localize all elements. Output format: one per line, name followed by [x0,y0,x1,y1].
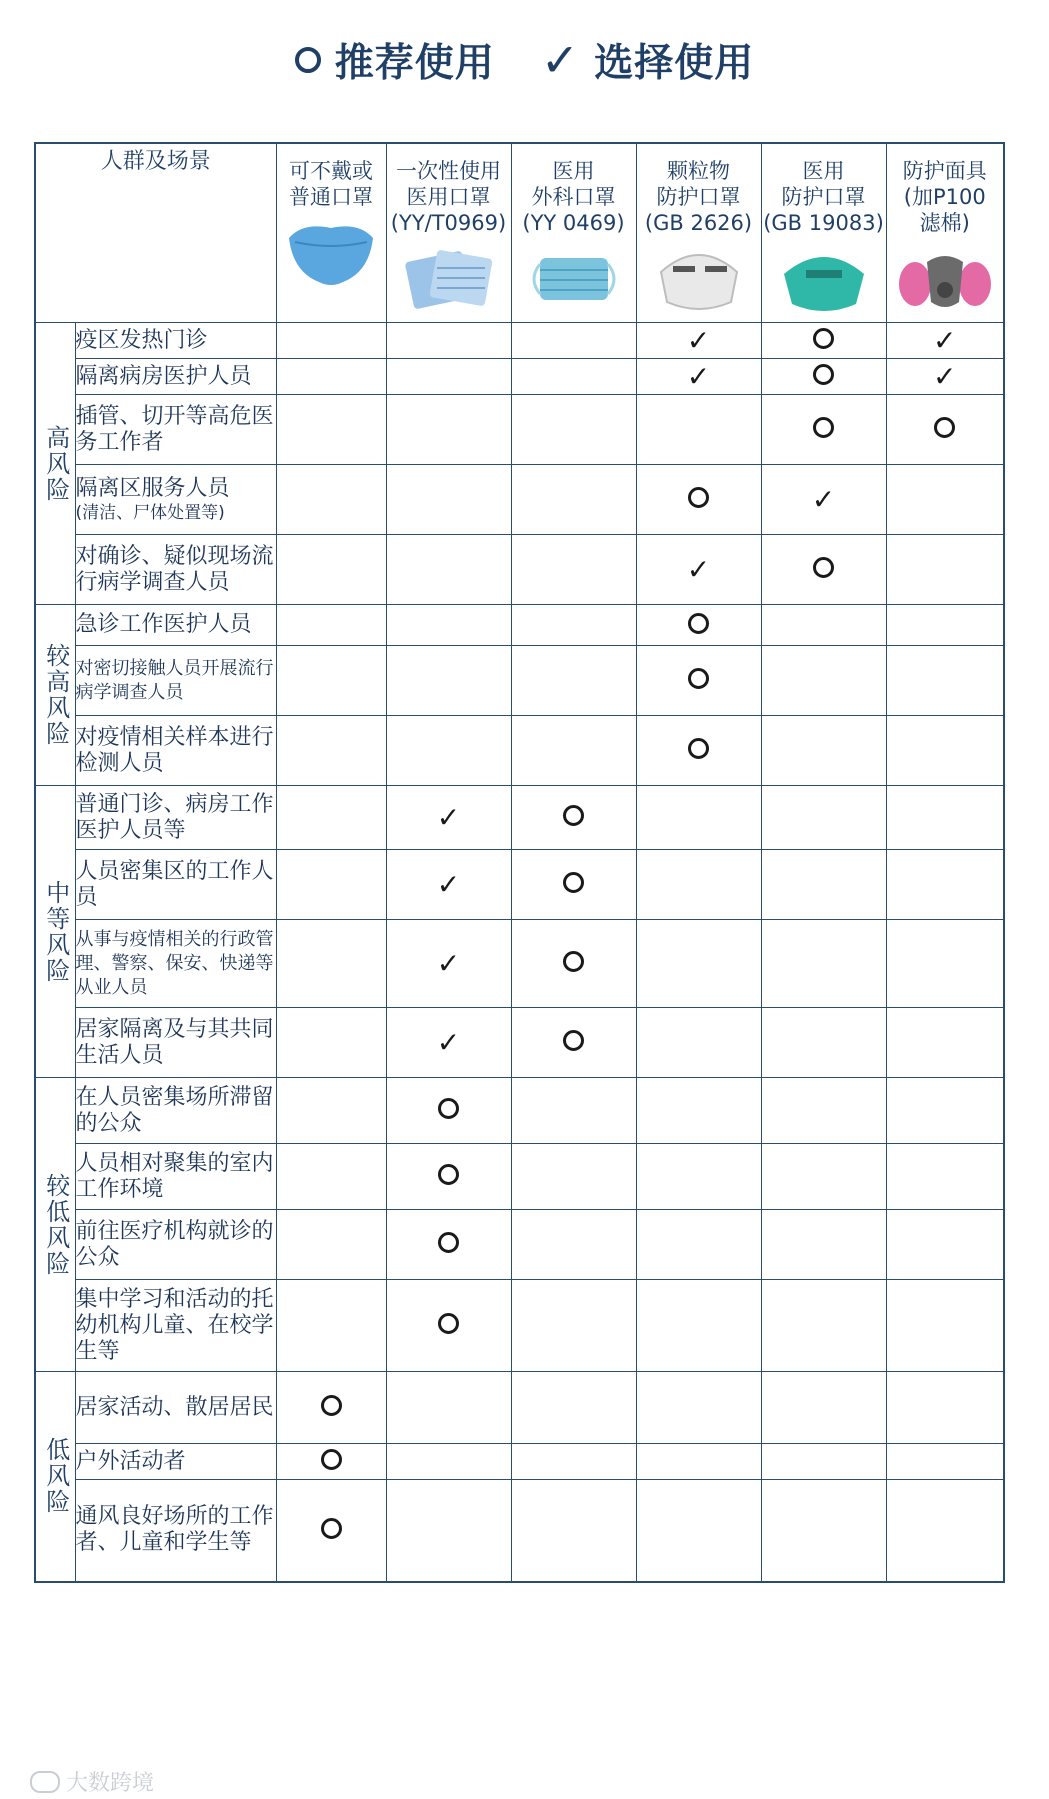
risk-level-label: 较低风险 [35,1078,75,1372]
table-row [35,535,1004,605]
column-header-label: 颗粒物 防护口罩 (GB 2626) [644,159,753,235]
mark-cell [511,395,636,465]
column-header-label: 防护面具 (加P100 滤棉) [902,159,987,235]
mark-cell [386,1008,511,1078]
check-icon: ✓ [933,323,957,357]
circle-icon [813,557,834,578]
mark-cell [276,1144,386,1210]
mark-cell [511,1144,636,1210]
mark-cell [276,786,386,850]
surgical-mask-icon [512,242,636,322]
mark-cell [511,359,636,395]
mark-cell [636,395,761,465]
mask-recommendation-table [34,142,1005,1583]
column-header-label: 医用 外科口罩 (YY 0469) [522,159,625,235]
mark-cell [886,1280,1004,1372]
circle-icon [563,872,584,893]
mark-cell [886,1480,1004,1582]
table-row [35,920,1004,1008]
scene-label: 疫区发热门诊 [75,327,208,353]
mark-cell [886,1444,1004,1480]
mark-cell [386,1144,511,1210]
scene-label: 对确诊、疑似现场流行病学调查人员 [75,543,274,595]
mark-cell [511,850,636,920]
medical-n95-icon [762,242,886,322]
scene-cell [75,1210,276,1280]
watermark-text: 大数跨境 [66,1771,155,1796]
mark-cell [761,1008,886,1078]
table-row [35,716,1004,786]
column-header [511,143,636,323]
mark-cell [636,920,761,1008]
mark-cell [276,359,386,395]
column-header [276,143,386,323]
circle-icon [563,805,584,826]
mark-cell [636,1210,761,1280]
column-header-label: 医用 防护口罩 (GB 19083) [763,159,884,235]
scene-cell [75,1008,276,1078]
watermark [30,1766,154,1797]
mark-cell [386,850,511,920]
mark-cell [761,359,886,395]
mark-cell [886,1210,1004,1280]
check-icon: ✓ [436,946,461,980]
mark-cell [636,1144,761,1210]
scene-cell [75,1078,276,1144]
mark-cell [511,920,636,1008]
mark-cell [386,1372,511,1444]
mark-cell [386,535,511,605]
mark-cell [276,535,386,605]
mark-cell [276,605,386,646]
circle-icon [688,668,709,689]
mark-cell [636,465,761,535]
mark-cell [886,535,1004,605]
scene-label: 对密切接触人员开展流行病学调查人员 [75,657,274,703]
mark-cell [886,920,1004,1008]
scene-cell [75,395,276,465]
mark-cell [636,850,761,920]
mark-cell [636,1078,761,1144]
mark-cell [761,1078,886,1144]
mark-cell [761,646,886,716]
watermark-logo-icon [30,1771,60,1793]
check-icon: ✓ [436,867,461,901]
legend-title [0,30,1049,90]
circle-icon [438,1098,459,1119]
table-row [35,786,1004,850]
legend-optional-label: 选择使用 [594,41,755,86]
scene-cell [75,786,276,850]
circle-icon [321,1395,342,1416]
check-icon: ✓ [811,482,836,516]
scene-label: 隔离病房医护人员 [75,363,252,389]
table-row [35,1280,1004,1372]
scene-cell [75,850,276,920]
mark-cell [276,1372,386,1444]
scene-label: 普通门诊、病房工作医护人员等 [75,791,274,843]
mark-cell [636,716,761,786]
mark-cell [761,716,886,786]
mark-cell [511,1444,636,1480]
table-row [35,1210,1004,1280]
scene-sublabel: (清洁、尸体处置等) [75,502,225,523]
disposable-mask-pack-icon [387,242,511,322]
circle-icon [438,1232,459,1253]
scene-label: 集中学习和活动的托幼机构儿童、在校学生等 [75,1286,274,1364]
mark-cell [386,1210,511,1280]
mark-cell [511,1078,636,1144]
mark-cell [511,465,636,535]
circle-icon [563,1030,584,1051]
mark-cell [636,535,761,605]
check-icon: ✓ [436,800,461,834]
scene-cell [75,465,276,535]
check-icon: ✓ [933,359,957,393]
sponge-mask-icon [277,216,386,296]
mark-cell [276,646,386,716]
mark-cell [386,465,511,535]
mark-cell [636,646,761,716]
mark-cell [886,323,1004,359]
mark-cell [276,465,386,535]
mark-cell [386,1480,511,1582]
scene-label: 隔离区服务人员 [75,475,230,501]
mark-cell [511,1008,636,1078]
scene-header: 人群及场景 [35,143,276,323]
scene-label: 急诊工作医护人员 [75,612,252,637]
circle-icon [813,364,834,385]
circle-icon [688,613,709,634]
mark-cell [886,1144,1004,1210]
scene-cell [75,359,276,395]
mark-cell [276,1078,386,1144]
mark-cell [886,716,1004,786]
column-header-label: 一次性使用 医用口罩 (YY/T0969) [390,159,507,235]
mark-cell [636,605,761,646]
check-icon: ✓ [436,1025,461,1059]
scene-cell [75,1372,276,1444]
mark-cell [386,359,511,395]
scene-label: 在人员密集场所滞留的公众 [75,1084,274,1136]
mark-cell [276,1444,386,1480]
mark-cell [386,1444,511,1480]
scene-cell [75,1144,276,1210]
mark-cell [761,1144,886,1210]
table-row [35,850,1004,920]
mark-cell [511,1280,636,1372]
mark-cell [636,1372,761,1444]
mark-cell [761,920,886,1008]
mark-cell [761,1210,886,1280]
scene-label: 居家隔离及与其共同生活人员 [75,1016,274,1068]
mark-cell [636,1280,761,1372]
mark-cell [276,850,386,920]
scene-cell [75,716,276,786]
mark-cell [386,920,511,1008]
table-row [35,465,1004,535]
mark-cell [761,1372,886,1444]
mark-cell [511,1480,636,1582]
circle-icon [438,1313,459,1334]
mark-cell [636,786,761,850]
mark-cell [636,359,761,395]
mark-cell [886,359,1004,395]
column-header [386,143,511,323]
scene-label: 通风良好场所的工作者、儿童和学生等 [75,1504,274,1556]
mark-cell [511,716,636,786]
scene-label: 人员相对聚集的室内工作环境 [75,1150,274,1202]
risk-level-label: 低风险 [35,1372,75,1582]
mark-cell [761,850,886,920]
table-row [35,605,1004,646]
mark-cell [276,920,386,1008]
mark-cell [511,605,636,646]
scene-label: 户外活动者 [75,1448,186,1474]
circle-icon [295,47,321,73]
table-row [35,1444,1004,1480]
circle-icon [563,951,584,972]
mark-cell [511,323,636,359]
circle-icon [934,417,955,438]
risk-level-label: 中等风险 [35,786,75,1078]
mark-cell [386,605,511,646]
mark-cell [886,850,1004,920]
legend-recommend-label: 推荐使用 [334,41,495,86]
mark-cell [386,646,511,716]
mark-cell [386,716,511,786]
mark-cell [386,1280,511,1372]
scene-label: 人员密集区的工作人员 [75,858,274,910]
scene-cell [75,920,276,1008]
scene-cell [75,646,276,716]
mark-cell [761,605,886,646]
check-icon: ✓ [686,552,711,586]
mark-cell [276,323,386,359]
circle-icon [321,1518,342,1539]
mark-cell [886,395,1004,465]
mark-cell [276,716,386,786]
scene-cell [75,1280,276,1372]
scene-label: 前往医疗机构就诊的公众 [75,1218,274,1270]
mark-cell [886,1078,1004,1144]
column-header [886,143,1004,323]
column-header [761,143,886,323]
mark-cell [386,323,511,359]
mark-cell [761,1444,886,1480]
mark-cell [761,786,886,850]
mark-cell [886,605,1004,646]
mark-cell [761,1480,886,1582]
mark-cell [511,535,636,605]
mark-cell [276,1280,386,1372]
mark-cell [386,1078,511,1144]
column-header [636,143,761,323]
circle-icon [813,417,834,438]
mark-cell [886,786,1004,850]
scene-cell [75,1480,276,1582]
mark-cell [511,646,636,716]
scene-cell [75,323,276,359]
mark-cell [761,465,886,535]
circle-icon [321,1449,342,1470]
circle-icon [438,1164,459,1185]
mark-cell [276,1008,386,1078]
mark-cell [276,395,386,465]
mark-cell [886,1372,1004,1444]
circle-icon [688,738,709,759]
mark-cell [386,786,511,850]
risk-level-label: 高风险 [35,323,75,605]
mark-cell [886,646,1004,716]
column-header-label: 可不戴或 普通口罩 [289,159,373,209]
respirator-mask-icon [887,242,1004,322]
mark-cell [511,1372,636,1444]
scene-cell [75,1444,276,1480]
particulate-respirator-icon [637,242,761,322]
circle-icon [688,487,709,508]
mark-cell [636,1480,761,1582]
table-row [35,1008,1004,1078]
scene-cell [75,535,276,605]
mark-cell [276,1210,386,1280]
mark-cell [886,465,1004,535]
scene-label: 插管、切开等高危医务工作者 [75,403,274,455]
table-row [35,1372,1004,1444]
mark-cell [761,395,886,465]
mark-cell [636,1444,761,1480]
table-row [35,395,1004,465]
scene-label: 居家活动、散居居民 [75,1394,274,1420]
table-row [35,1078,1004,1144]
mark-cell [636,1008,761,1078]
table-row [35,359,1004,395]
table-row [35,1144,1004,1210]
scene-label: 从事与疫情相关的行政管理、警察、保安、快递等从业人员 [75,928,274,998]
scene-cell [75,605,276,646]
risk-level-label: 较高风险 [35,605,75,786]
mark-cell [761,323,886,359]
check-icon: ✓ [540,33,581,87]
table-row [35,646,1004,716]
table-row [35,1480,1004,1582]
circle-icon [813,328,834,349]
check-icon: ✓ [686,359,711,393]
mark-cell [761,535,886,605]
table-row [35,323,1004,359]
mark-cell [761,1280,886,1372]
mark-cell [386,395,511,465]
mark-cell [511,786,636,850]
scene-label: 对疫情相关样本进行检测人员 [75,724,274,776]
mark-cell [511,1210,636,1280]
check-icon: ✓ [686,323,711,357]
mark-cell [276,1480,386,1582]
mark-cell [886,1008,1004,1078]
mark-cell [636,323,761,359]
